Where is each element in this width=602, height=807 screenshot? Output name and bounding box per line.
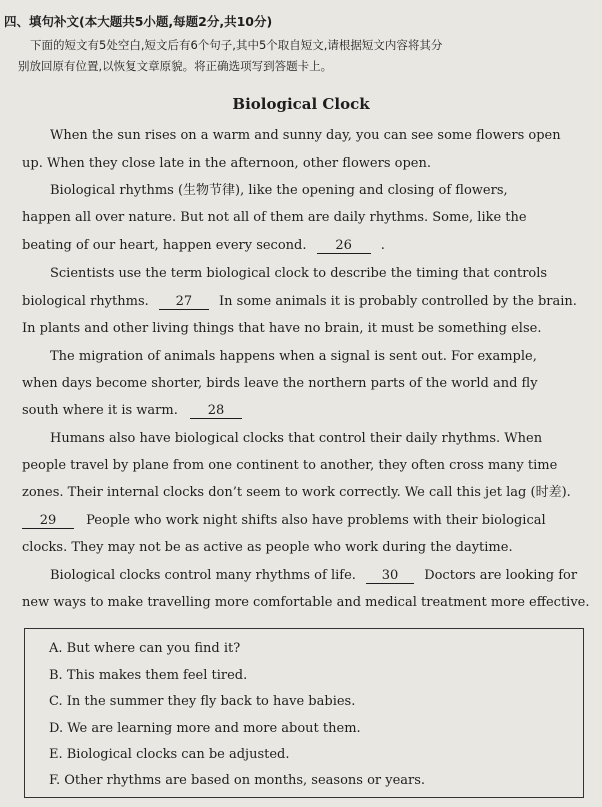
instruction-line-1: 下面的短文有5处空白,短文后有6个句子,其中5个取自短文,请根据短文内容将其分 xyxy=(30,38,443,52)
option-b: B. This makes them feel tired. xyxy=(49,668,248,683)
para-line: clocks. They may not be as active as people who work during the daytime. xyxy=(22,540,513,555)
option-e: E. Biological clocks can be adjusted. xyxy=(49,747,290,762)
para-line: In plants and other living things that have no brain, it must be something else. xyxy=(22,321,542,336)
para-line xyxy=(22,237,385,254)
option-a: A. But where can you find it? xyxy=(49,641,241,656)
para-line: Humans also have biological clocks that control their daily rhythms. When xyxy=(50,431,543,446)
para-text: biological rhythms. xyxy=(22,294,149,309)
para-line xyxy=(50,567,577,584)
para-line: zones. Their internal clocks don’t seem to work correctly. We call this jet lag (时差). xyxy=(22,485,571,500)
para-line: when days become shorter, birds leave the northern parts of the world and fly xyxy=(22,376,538,391)
para-line: up. When they close late in the afternoon, other flowers open. xyxy=(22,156,431,171)
para-line: Scientists use the term biological clock to describe the timing that controls xyxy=(50,266,548,281)
para-text: beating of our heart, happen every second. xyxy=(22,238,307,253)
para-line xyxy=(22,402,242,419)
blank-30[interactable]: 30 xyxy=(366,569,414,584)
article-title: Biological Clock xyxy=(232,95,370,113)
period: . xyxy=(380,238,385,253)
para-text: In some animals it is probably controlled by the brain. xyxy=(219,294,577,309)
options-box xyxy=(24,628,584,798)
blank-28[interactable]: 28 xyxy=(190,404,242,419)
blank-27[interactable]: 27 xyxy=(159,295,209,310)
para-text: south where it is warm. xyxy=(22,403,178,418)
para-line: people travel by plane from one continent to another, they often cross many time xyxy=(22,458,558,473)
section-title: 四、填句补文(本大题共5小题,每题2分,共10分) xyxy=(4,14,273,29)
para-line xyxy=(22,512,546,529)
para-line: The migration of animals happens when a signal is sent out. For example, xyxy=(50,349,537,364)
para-line: Biological rhythms (生物节律), like the opening and closing of flowers, xyxy=(50,183,508,198)
option-c: C. In the summer they fly back to have babies. xyxy=(49,694,356,709)
para-line: When the sun rises on a warm and sunny day, you can see some flowers open xyxy=(50,128,561,143)
blank-29[interactable]: 29 xyxy=(22,514,74,529)
para-line: happen all over nature. But not all of them are daily rhythms. Some, like the xyxy=(22,210,527,225)
para-text: People who work night shifts also have problems with their biological xyxy=(86,513,546,528)
para-text: Biological clocks control many rhythms of life. xyxy=(50,568,356,583)
option-d: D. We are learning more and more about them. xyxy=(49,721,361,736)
para-line: new ways to make travelling more comfortable and medical treatment more effective. xyxy=(22,595,590,610)
blank-26[interactable]: 26 xyxy=(317,239,371,254)
para-text: Doctors are looking for xyxy=(424,568,578,583)
instruction-line-2: 别放回原有位置,以恢复文章原貌。将正确选项写到答题卡上。 xyxy=(18,59,333,73)
para-line xyxy=(22,293,577,310)
option-f: F. Other rhythms are based on months, seasons or years. xyxy=(49,773,426,788)
